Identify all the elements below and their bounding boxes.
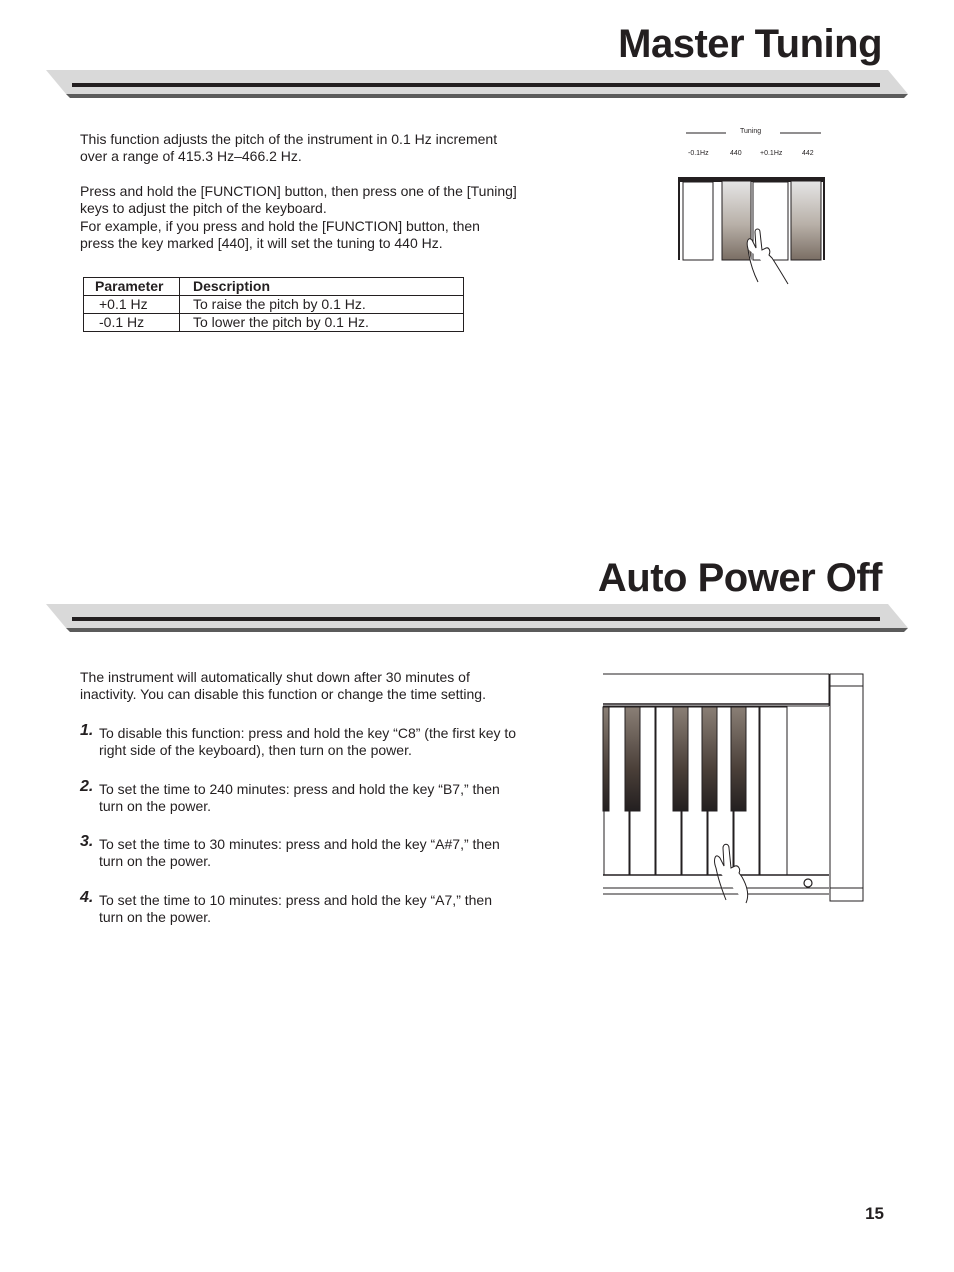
key-label-442: 442 (802, 150, 814, 157)
table-header-description: Description (180, 278, 464, 296)
tuning-keys-illustration (676, 124, 828, 294)
list-item (80, 833, 540, 871)
table-cell-description: To lower the pitch by 0.1 Hz. (180, 314, 464, 332)
table-header-row (84, 278, 464, 296)
section-header-bar (46, 604, 908, 632)
table-cell-description: To raise the pitch by 0.1 Hz. (180, 296, 464, 314)
tuning-intro-text: This function adjusts the pitch of the instrument in 0.1 Hz increment over a range of 415.3 Hz–466.2 Hz. (80, 131, 498, 165)
tuning-parameter-table (83, 277, 464, 332)
step-number: 3. (80, 833, 94, 850)
keyboard-end-illustration (600, 672, 866, 906)
key-label-440: 440 (730, 150, 742, 157)
list-item (80, 889, 540, 927)
key-label-plus: +0.1Hz (760, 150, 783, 157)
tuning-instructions-text: Press and hold the [FUNCTION] button, then press one of the [Tuning] keys to adjust the pitch of the keyboard. For example, if you press and hold the [FUNCTION] button, then press the key marked [440], it will set the tuning to 440 Hz. (80, 183, 517, 251)
step-text: To set the time to 10 minutes: press and hold the key “A7,” then turn on the power. (99, 892, 492, 926)
step-number: 4. (80, 889, 94, 906)
step-number: 2. (80, 778, 94, 795)
table-cell-parameter: +0.1 Hz (84, 296, 180, 314)
table-row (84, 296, 464, 314)
list-item (80, 778, 540, 816)
section-header-bar (46, 70, 908, 98)
step-text: To set the time to 30 minutes: press and hold the key “A#7,” then turn on the power. (99, 836, 500, 870)
page-number: 15 (865, 1204, 884, 1223)
section-title-master-tuning: Master Tuning (618, 22, 882, 66)
key-label-minus: -0.1Hz (688, 150, 709, 157)
step-number: 1. (80, 722, 94, 739)
table-cell-parameter: -0.1 Hz (84, 314, 180, 332)
table-row (84, 314, 464, 332)
step-text: To set the time to 240 minutes: press and hold the key “B7,” then turn on the power. (99, 781, 500, 815)
table-header-parameter: Parameter (84, 278, 180, 296)
keyboard-hand-icon (600, 672, 866, 906)
list-item (80, 722, 540, 760)
tuning-group-label: Tuning (740, 128, 762, 135)
step-text: To disable this function: press and hold the key “C8” (the first key to right side of the keyboard), then turn on the power. (99, 725, 517, 759)
section-title-auto-power-off: Auto Power Off (597, 556, 882, 600)
power-off-intro-text: The instrument will automatically shut down after 30 minutes of inactivity. You can disable this function or change the time setting. (80, 669, 486, 703)
